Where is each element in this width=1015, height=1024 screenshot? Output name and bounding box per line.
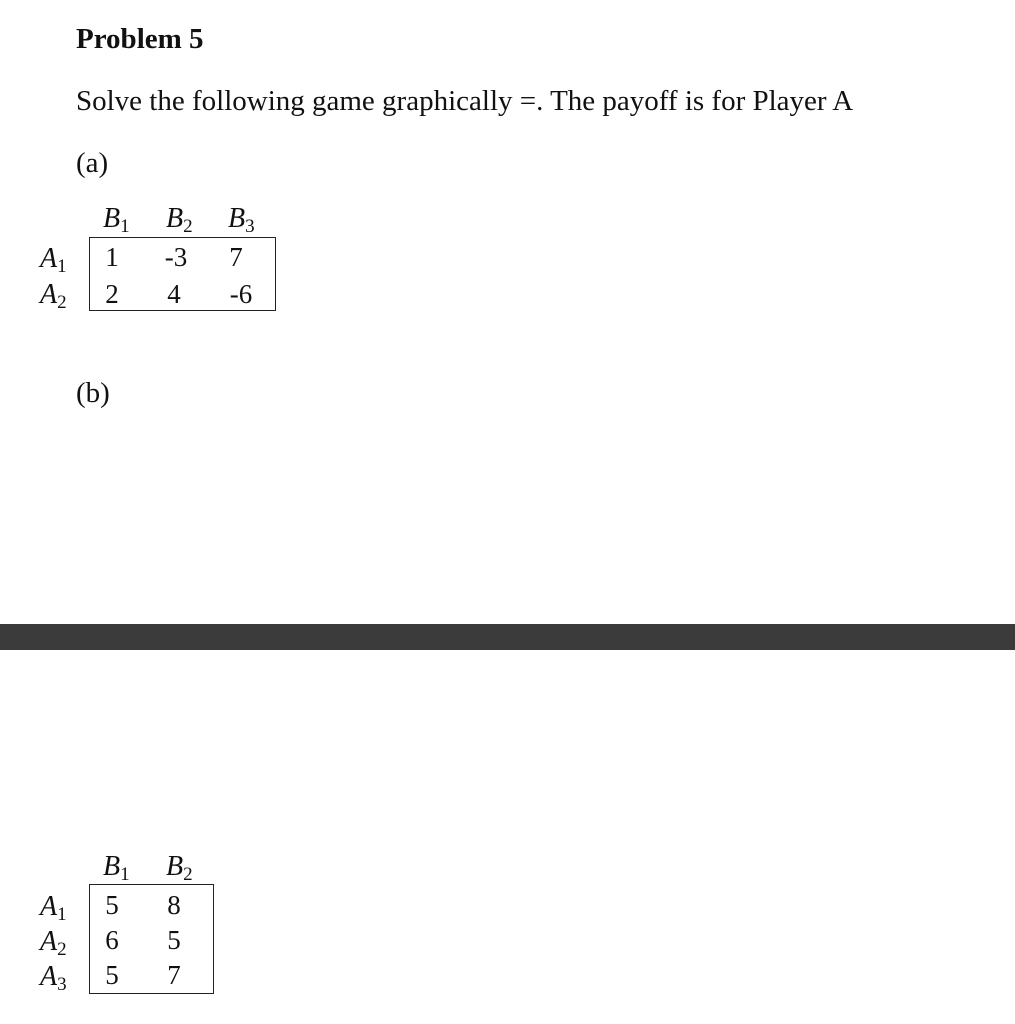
row-header-a2: $A_2$: [40, 926, 67, 960]
part-b-label: (b): [76, 377, 110, 409]
row-header-a1: $A_1$: [40, 891, 67, 925]
problem-title: Problem 5: [76, 23, 204, 55]
section-divider: [0, 624, 1015, 650]
col-header-b3: $B_3$: [228, 203, 255, 237]
matrix-a-cell: 1: [105, 242, 119, 272]
problem-instruction: Solve the following game graphically =. The payoff is for Player A: [76, 85, 854, 117]
row-header-a3: $A_3$: [40, 961, 67, 995]
matrix-b-cell: 5: [167, 925, 181, 955]
matrix-a-cell: 4: [167, 279, 181, 309]
matrix-a-cell: 2: [105, 279, 119, 309]
matrix-b-cell: 6: [105, 925, 119, 955]
row-header-a2: $A_2$: [40, 279, 67, 313]
col-header-b2: $B_2$: [166, 851, 193, 885]
matrix-a-cell: 7: [229, 242, 243, 272]
col-header-b1: $B_1$: [103, 851, 130, 885]
row-header-a1: $A_1$: [40, 243, 67, 277]
matrix-b-cell: 8: [167, 890, 181, 920]
col-header-b1: $B_1$: [103, 203, 130, 237]
part-a-label: (a): [76, 147, 109, 179]
matrix-a-cell: -3: [164, 242, 188, 272]
matrix-b-cell: 7: [167, 960, 181, 990]
matrix-b-cell: 5: [105, 890, 119, 920]
matrix-a-cell: -6: [229, 279, 253, 309]
col-header-b2: $B_2$: [166, 203, 193, 237]
matrix-b-cell: 5: [105, 960, 119, 990]
